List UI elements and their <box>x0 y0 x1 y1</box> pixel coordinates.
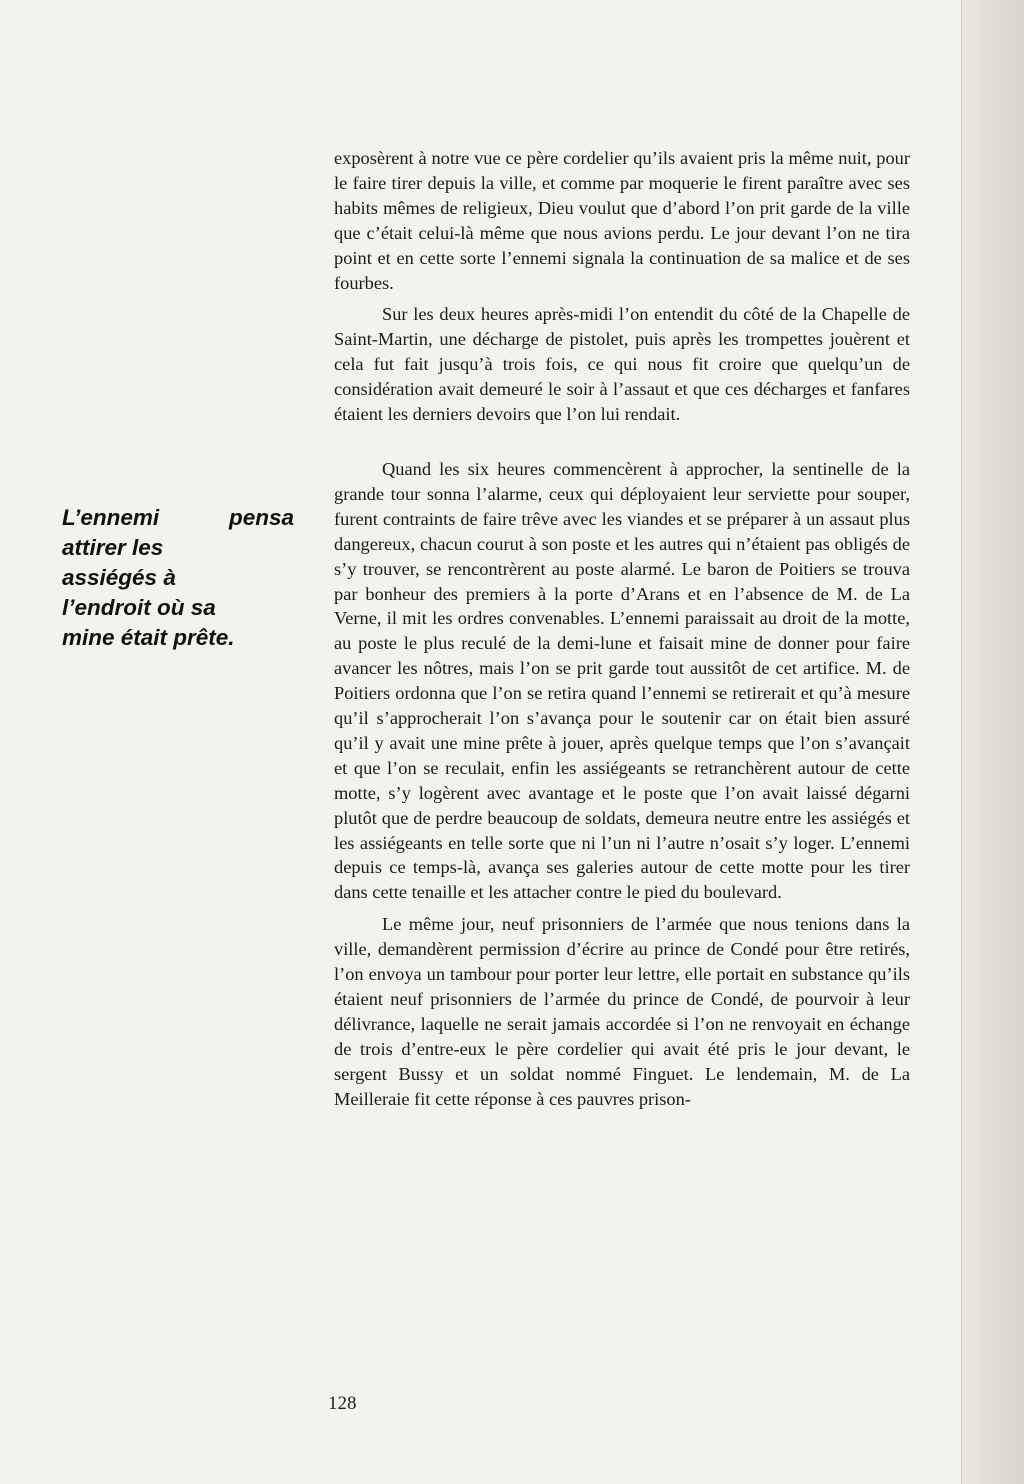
margin-note-line: l’endroit où sa <box>62 595 216 620</box>
margin-note-line: L’ennemi pensa <box>62 505 294 530</box>
page-edge <box>961 0 1024 1484</box>
paragraph: exposèrent à notre vue ce père cordelier qu’ils avaient pris la même nuit, pour le faire tirer depuis la ville, et comme par moquerie le firent paraître avec ses habits mêmes de religieux, Dieu voulut que d’abord l’on prit garde de la ville que c’était celui-là même que nous avions perdu. Le jour devant l’on ne tira point et en cette sorte l’ennemi signala la continuation de sa malice et de ses fourbes. <box>334 148 910 293</box>
paragraph: Quand les six heures commencèrent à approcher, la sentinelle de la grande tour sonna l’alarme, ceux qui déployaient leur serviette pour souper, furent contraints de faire trêve avec les viandes et se préparer à un assaut plus dangereux, chacun courut à son poste et les autres qui n’étaient pas obligés de s’y trouver, se rencontrèrent au poste alarmé. Le baron de Poitiers se trouva par bonheur des premiers à la porte d’Arans et en l’absence de M. de La Verne, il mit les ordres convenables. L’ennemi paraissait au droit de la motte, au poste le plus reculé de la demi-lune et faisait mine de donner pour faire avancer les nôtres, mais l’on se prit garde tout aussitôt de cet artifice. M. de Poitiers ordonna que l’on se retira quand l’ennemi se retirerait et qu’à mesure qu’il s’approcherait l’on s’avança pour le soutenir car on était bien assuré qu’il y avait une mine prête à jouer, après quelque temps que l’on s’avançait et que l’on se reculait, enfin les assiégeants se retranchèrent autour de cette motte, s’y logèrent avec avantage et le poste que l’on avait laissé dégarni plutôt que de perdre beaucoup de soldats, demeura neutre entre les assiégés et les assiégeants en telle sorte que ni l’un ni l’autre n’osait s’y loger. L’ennemi depuis ce temps-là, avança ses galeries autour de cette motte pour les tirer dans cette tenaille et les attacher contre le pied du boulevard. <box>334 458 910 903</box>
page-number: 128 <box>328 1393 357 1414</box>
margin-note-line: attirer les <box>62 535 164 560</box>
margin-note-line: assiégés à <box>62 565 176 590</box>
paragraph: Sur les deux heures après-midi l’on entendit du côté de la Chapelle de Saint-Martin, une décharge de pistolet, puis après les trompettes jouèrent et cela fut fait jusqu’à trois fois, ce qui nous fit croire que quelqu’un de considération avait demeuré le soir à l’assaut et que ces décharges et fanfares étaient les derniers devoirs que l’on lui rendait. <box>334 304 910 425</box>
margin-note <box>62 503 294 653</box>
margin-note-line: mine était prête. <box>62 625 235 650</box>
body-text <box>334 146 910 1112</box>
paragraph: Le même jour, neuf prisonniers de l’armée que nous tenions dans la ville, demandèrent permission d’écrire au prince de Condé pour être retirés, l’on envoya un tambour pour porter leur lettre, elle portait en substance qu’ils étaient neuf prisonniers de l’armée du prince de Condé, de pourvoir à leur délivrance, laquelle ne serait jamais accordée si l’on ne renvoyait en échange de trois d’entre-eux le père cordelier qui avait été pris le jour devant, le sergent Bussy et un soldat nommé Finguet. Le lendemain, M. de La Meilleraie fit cette réponse à ces pauvres prison- <box>334 914 910 1109</box>
